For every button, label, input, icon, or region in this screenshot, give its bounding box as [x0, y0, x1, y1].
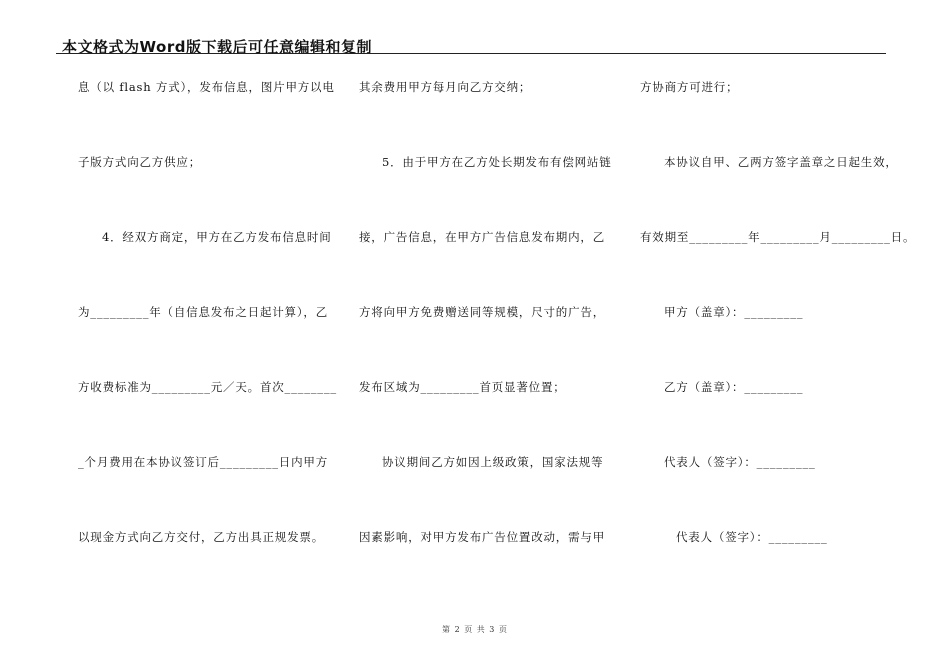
paragraph-line: 协议期间乙方如因上级政策，国家法规等 [382, 455, 604, 469]
paragraph-line: _个月费用在本协议签订后_________日内甲方 [78, 455, 328, 469]
signature-line-representative-b: 代表人（签字）：_________ [676, 530, 828, 544]
paragraph-line: 其余费用甲方每月向乙方交纳； [359, 80, 532, 94]
paragraph-line: 方收费标准为_________元／天。首次________ [78, 380, 337, 394]
paragraph-line: 方将向甲方免费赠送同等规模，尺寸的广告， [359, 305, 605, 319]
paragraph-line: 本协议自甲、乙两方签字盖章之日起生效， [664, 155, 898, 169]
signature-line-party-a: 甲方（盖章）：_________ [664, 305, 804, 319]
paragraph-line: 方协商方可进行； [640, 80, 739, 94]
paragraph-line: 发布区域为_________首页显著位置； [359, 380, 566, 394]
signature-line-party-b: 乙方（盖章）：_________ [664, 380, 804, 394]
paragraph-line: 有效期至_________年_________月_________日。 [640, 230, 916, 244]
paragraph-line: 5．由于甲方在乙方处长期发布有偿网站链 [382, 155, 612, 169]
signature-line-representative-a: 代表人（签字）：_________ [664, 455, 816, 469]
header-divider [56, 53, 886, 54]
paragraph-line: 因素影响，对甲方发布广告位置改动，需与甲 [359, 530, 605, 544]
paragraph-line: 接，广告信息，在甲方广告信息发布期内，乙 [359, 230, 605, 244]
paragraph-line: 4．经双方商定，甲方在乙方发布信息时间 [102, 230, 332, 244]
paragraph-line: 为_________年（自信息发布之日起计算），乙 [78, 305, 328, 319]
page-number: 第 2 页 共 3 页 [442, 625, 508, 634]
document-header-title: 本文格式为Word版下载后可任意编辑和复制 [62, 38, 372, 56]
paragraph-line: 子版方式向乙方供应； [78, 155, 201, 169]
paragraph-line: 息（以 flash 方式），发布信息，图片甲方以电 [78, 80, 335, 94]
paragraph-line: 以现金方式向乙方交付，乙方出具正规发票。 [78, 530, 324, 544]
